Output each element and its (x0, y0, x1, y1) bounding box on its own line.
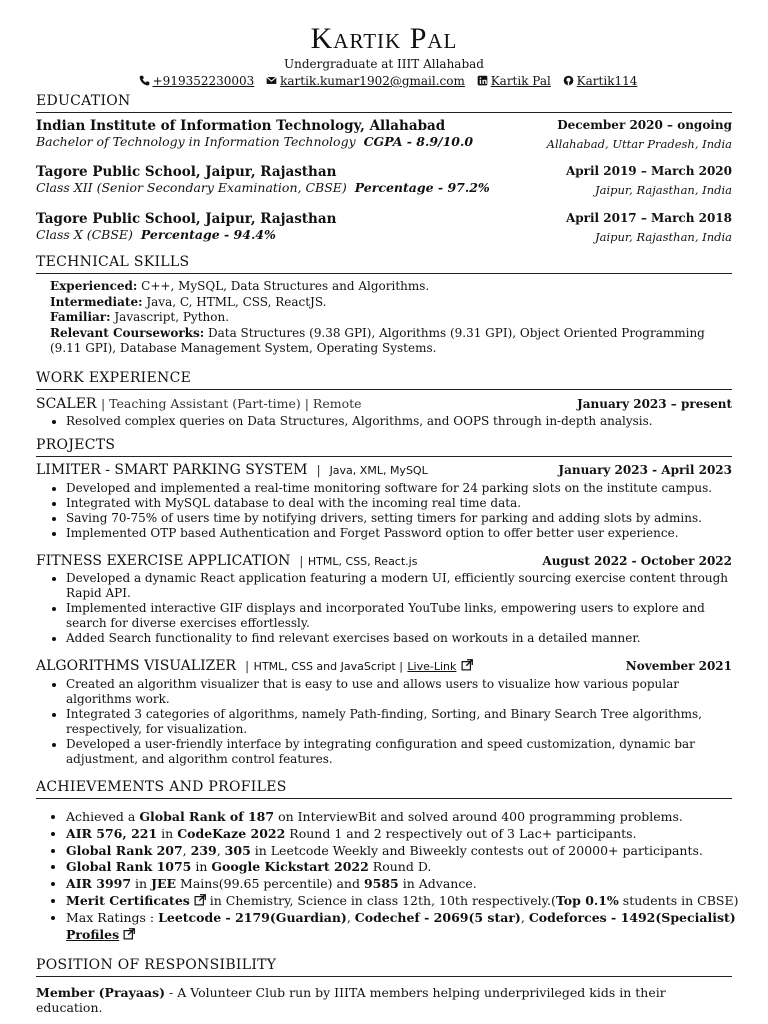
list-item: • Global Rank 207, 239, 305 in Leetcode Weekly and Biweekly contests out of 20000+ participants. (66, 843, 746, 860)
list-item: • Implemented interactive GIF displays and incorporated YouTube links, empowering users to explore and search for diverse exercises effortlessly. (66, 601, 746, 631)
responsibility-entry (36, 985, 732, 1015)
role-description: - A Volunteer Club run by IIITA members helping underprivileged kids in their education. (36, 985, 666, 1015)
github-icon (563, 75, 574, 86)
project-tech: HTML, CSS and JavaScript | (253, 660, 403, 673)
skill-label: Familiar: (50, 310, 111, 324)
candidate-subtitle: Undergraduate at IIIT Allahabad (284, 57, 484, 71)
education-heading: EDUCATION (36, 93, 732, 113)
education-item (36, 164, 732, 195)
separator: | (316, 462, 321, 477)
role-title: Member (Prayaas) (36, 985, 166, 1000)
profiles-link[interactable]: Profiles (66, 926, 120, 942)
project-entry (36, 462, 732, 478)
list-item: • Developed a dynamic React application featuring a modern UI, efficiently sourcing exercise content through Rapid API. (66, 571, 746, 601)
school-name: Indian Institute of Information Technology, Allahabad (36, 118, 446, 134)
skills-list (50, 279, 730, 357)
company-name: SCALER (36, 396, 97, 412)
list-item: • Created an algorithm visualizer that is easy to use and allows users to visualize how various popular algorithms work. (66, 677, 746, 707)
location: Jaipur, Rajasthan, India (594, 230, 732, 244)
achievement-list (52, 809, 746, 943)
list-item: • Resolved complex queries on Data Structures, Algorithms, and OOPS through in-depth analysis. (66, 414, 746, 429)
project-entry (36, 553, 732, 569)
external-link-icon (461, 659, 473, 671)
work-dates: January 2023 – present (577, 397, 732, 411)
responsibility-heading: POSITION OF RESPONSIBILITY (36, 957, 732, 977)
education-dates: April 2019 – March 2020 (565, 164, 732, 178)
project-title: ALGORITHMS VISUALIZER (36, 658, 237, 674)
list-item: • AIR 576, 221 in CodeKaze 2022 Round 1 and 2 respectively out of 3 Lac+ participants. (66, 826, 746, 843)
work-heading: WORK EXPERIENCE (36, 370, 732, 390)
separator: | (245, 658, 250, 673)
project-dates: August 2022 - October 2022 (542, 554, 732, 568)
list-item: • AIR 3997 in JEE Mains(99.65 percentile) and 9585 in Advance. (66, 876, 746, 893)
school-name: Tagore Public School, Jaipur, Rajasthan (36, 211, 337, 227)
skill-value: Javascript, Python. (114, 310, 230, 324)
list-item: • Integrated 3 categories of algorithms, namely Path-finding, Sorting, and Binary Search Tree algorithms, respectively, for visualization. (66, 707, 746, 737)
skill-value: C++, MySQL, Data Structures and Algorithms. (141, 279, 430, 293)
linkedin-link[interactable]: Kartik Pal (490, 74, 551, 88)
education-item (36, 211, 732, 242)
merit-certificates-link[interactable]: Merit Certificates (66, 892, 190, 908)
project-tech: Java, XML, MySQL (329, 464, 428, 477)
project-bullets (52, 481, 746, 541)
list-item: • Developed a user-friendly interface by integrating configuration and speed customization, dynamic bar adjustment, and algorithm control features. (66, 737, 746, 767)
list-item: • Saving 70-75% of users time by notifying drivers, setting timers for parking and adding slots by admins. (66, 511, 746, 526)
project-bullets (52, 677, 746, 767)
education-dates: December 2020 – ongoing (557, 118, 732, 132)
project-bullets (52, 571, 746, 646)
project-title: FITNESS EXERCISE APPLICATION (36, 553, 291, 569)
education-dates: April 2017 – March 2018 (565, 211, 732, 225)
list-item: • Added Search functionality to find relevant exercises based on workouts in a detailed manner. (66, 631, 746, 646)
project-entry (36, 658, 732, 674)
linkedin-icon (477, 75, 488, 86)
score: CGPA - 8.9/10.0 (363, 134, 474, 149)
project-title: LIMITER - SMART PARKING SYSTEM (36, 462, 308, 478)
education-item (36, 118, 732, 149)
github-link[interactable]: Kartik114 (576, 74, 638, 88)
project-dates: January 2023 - April 2023 (558, 463, 732, 477)
projects-heading: PROJECTS (36, 437, 732, 457)
degree: Class XII (Senior Secondary Examination, CBSE) (36, 180, 347, 195)
live-link[interactable]: Live-Link (407, 660, 457, 673)
work-bullets (52, 414, 746, 429)
email-link[interactable]: kartik.kumar1902@gmail.com (280, 74, 465, 88)
location: Jaipur, Rajasthan, India (594, 183, 732, 197)
project-dates: November 2021 (625, 659, 732, 673)
list-item: • Merit Certificates in Chemistry, Science in class 12th, 10th respectively.(Top 0.1% students in CBSE) (66, 893, 746, 910)
contact-bar (36, 74, 732, 88)
list-item: • Max Ratings : Leetcode - 2179(Guardian), Codechef - 2069(5 star), Codeforces - 1492(Specialist) Profiles (66, 910, 746, 944)
score: Percentage - 94.4% (140, 227, 276, 242)
skills-heading: TECHNICAL SKILLS (36, 254, 732, 274)
list-item: • Global Rank 1075 in Google Kickstart 2022 Round D. (66, 859, 746, 876)
list-item: • Integrated with MySQL database to deal with the incoming real time data. (66, 496, 746, 511)
achievements-heading: ACHIEVEMENTS AND PROFILES (36, 779, 732, 799)
degree: Bachelor of Technology in Information Technology (36, 134, 356, 149)
degree: Class X (CBSE) (36, 227, 133, 242)
phone-link[interactable]: +919352230003 (152, 74, 255, 88)
work-entry (36, 396, 732, 412)
list-item: • Implemented OTP based Authentication and Forget Password option to offer better user experience. (66, 526, 746, 541)
skill-label: Intermediate: (50, 294, 143, 309)
list-item: • Developed and implemented a real-time monitoring software for 24 parking slots on the institute campus. (66, 481, 746, 496)
school-name: Tagore Public School, Jaipur, Rajasthan (36, 164, 337, 180)
phone-icon (139, 75, 150, 86)
location: Allahabad, Uttar Pradesh, India (546, 137, 732, 151)
skill-value: Java, C, HTML, CSS, ReactJS. (146, 294, 327, 309)
project-tech: HTML, CSS, React.js (307, 555, 418, 568)
skill-label: Relevant Courseworks: (50, 325, 205, 340)
score: Percentage - 97.2% (354, 180, 490, 195)
separator: | (299, 553, 304, 568)
list-item: • Achieved a Global Rank of 187 on InterviewBit and solved around 400 programming problems. (66, 809, 746, 826)
email-icon (266, 75, 277, 86)
external-link-icon (194, 894, 206, 906)
external-link-icon (123, 928, 135, 940)
skill-label: Experienced: (50, 279, 138, 293)
candidate-name: Kartik Pal (310, 22, 458, 55)
skill-value: Data Structures (9.38 GPI), Algorithms (9.31 GPI), Object Oriented Programming (9.11 GPI), Database Management System, Operating Systems. (50, 325, 705, 355)
work-role: | Teaching Assistant (Part-time) | Remote (100, 396, 362, 411)
